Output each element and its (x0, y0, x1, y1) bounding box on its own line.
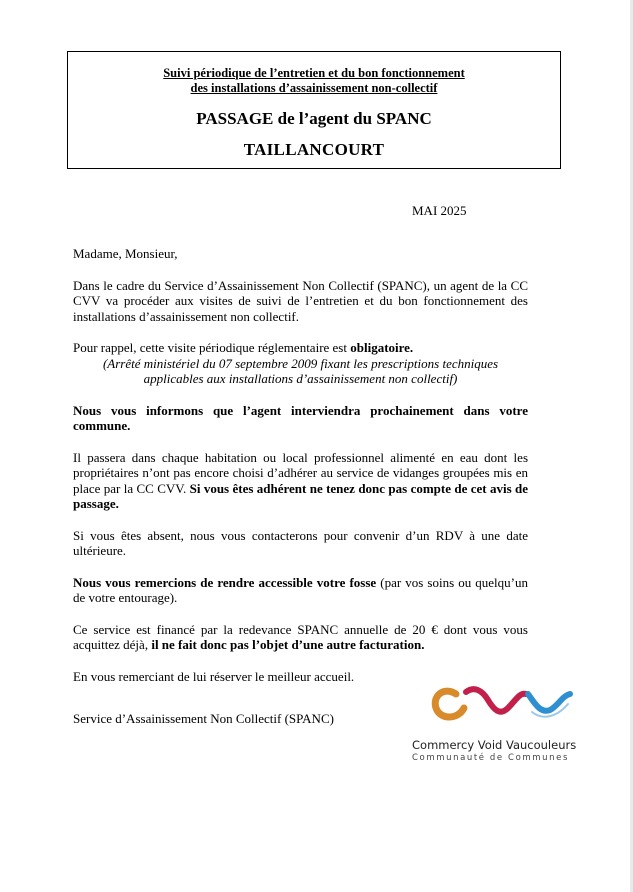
greeting: Madame, Monsieur, (73, 246, 178, 261)
cvv-wave-logo-icon (430, 682, 576, 730)
paragraph-visit (73, 450, 528, 512)
letter-date: MAI 2025 (412, 203, 467, 218)
header-subtitle-line2: des installations d’assainissement non-collectif (190, 81, 438, 95)
letter-body (73, 246, 528, 684)
header-title: PASSAGE de l’agent du SPANC (196, 109, 432, 128)
paragraph-billing (73, 622, 528, 653)
logo-name: Commercy Void Vaucouleurs (412, 738, 577, 752)
billing-text: Ce service est financé par la redevance SPANC annuelle de 20 € dont vous vous acquittez déjà, (73, 621, 528, 652)
header-commune: TAILLANCOURT (243, 140, 385, 159)
access-text: (par vos soins ou quelqu’un de votre entourage). (73, 574, 528, 605)
header-subtitle-line1: Suivi périodique de l’entretien et du bon fonctionnement (163, 66, 465, 80)
paragraph-absent: Si vous êtes absent, nous vous contacterons pour convenir d’un RDV à une date ultérieure. (73, 527, 528, 558)
visit-text: Il passera dans chaque habitation ou local professionnel alimenté en eau dont les propriétaires n’ont pas encore choisi d’adhérer au service de vidanges groupées mis en place par la CC CVV. (73, 449, 528, 496)
paragraph-obligation (73, 340, 528, 356)
visit-bold: Si vous êtes adhérent ne tenez donc pas compte de cet avis de passage. (73, 480, 528, 511)
header-box (67, 51, 561, 169)
logo-subtitle: Communauté de Communes (412, 753, 569, 763)
paragraph-announcement: Nous vous informons que l’agent interviendra prochainement dans votre commune. (73, 402, 528, 433)
decree-reference: (Arrêté ministériel du 07 septembre 2009 fixant les prescriptions techniques applicables aux installations d’assainissement non collectif) (102, 355, 499, 386)
paragraph-intro: Dans le cadre du Service d’Assainissement Non Collectif (SPANC), un agent de la CC CVV va procéder aux visites de suivi de l’entretien et du bon fonctionnement des installations d’assainissement non collectif. (73, 277, 528, 324)
obligation-bold: obligatoire. (350, 340, 414, 355)
cc-cvv-logo (408, 682, 588, 772)
access-bold: Nous vous remercions de rendre accessible votre fosse (73, 574, 377, 590)
paragraph-access (73, 575, 528, 606)
billing-bold: il ne fait donc pas l’objet d’une autre facturation. (151, 637, 425, 652)
signature: Service d’Assainissement Non Collectif (SPANC) (73, 711, 334, 726)
obligation-text: Pour rappel, cette visite périodique réglementaire est (73, 340, 351, 355)
paragraph-closing: En vous remerciant de lui réserver le meilleur accueil. (73, 668, 355, 684)
